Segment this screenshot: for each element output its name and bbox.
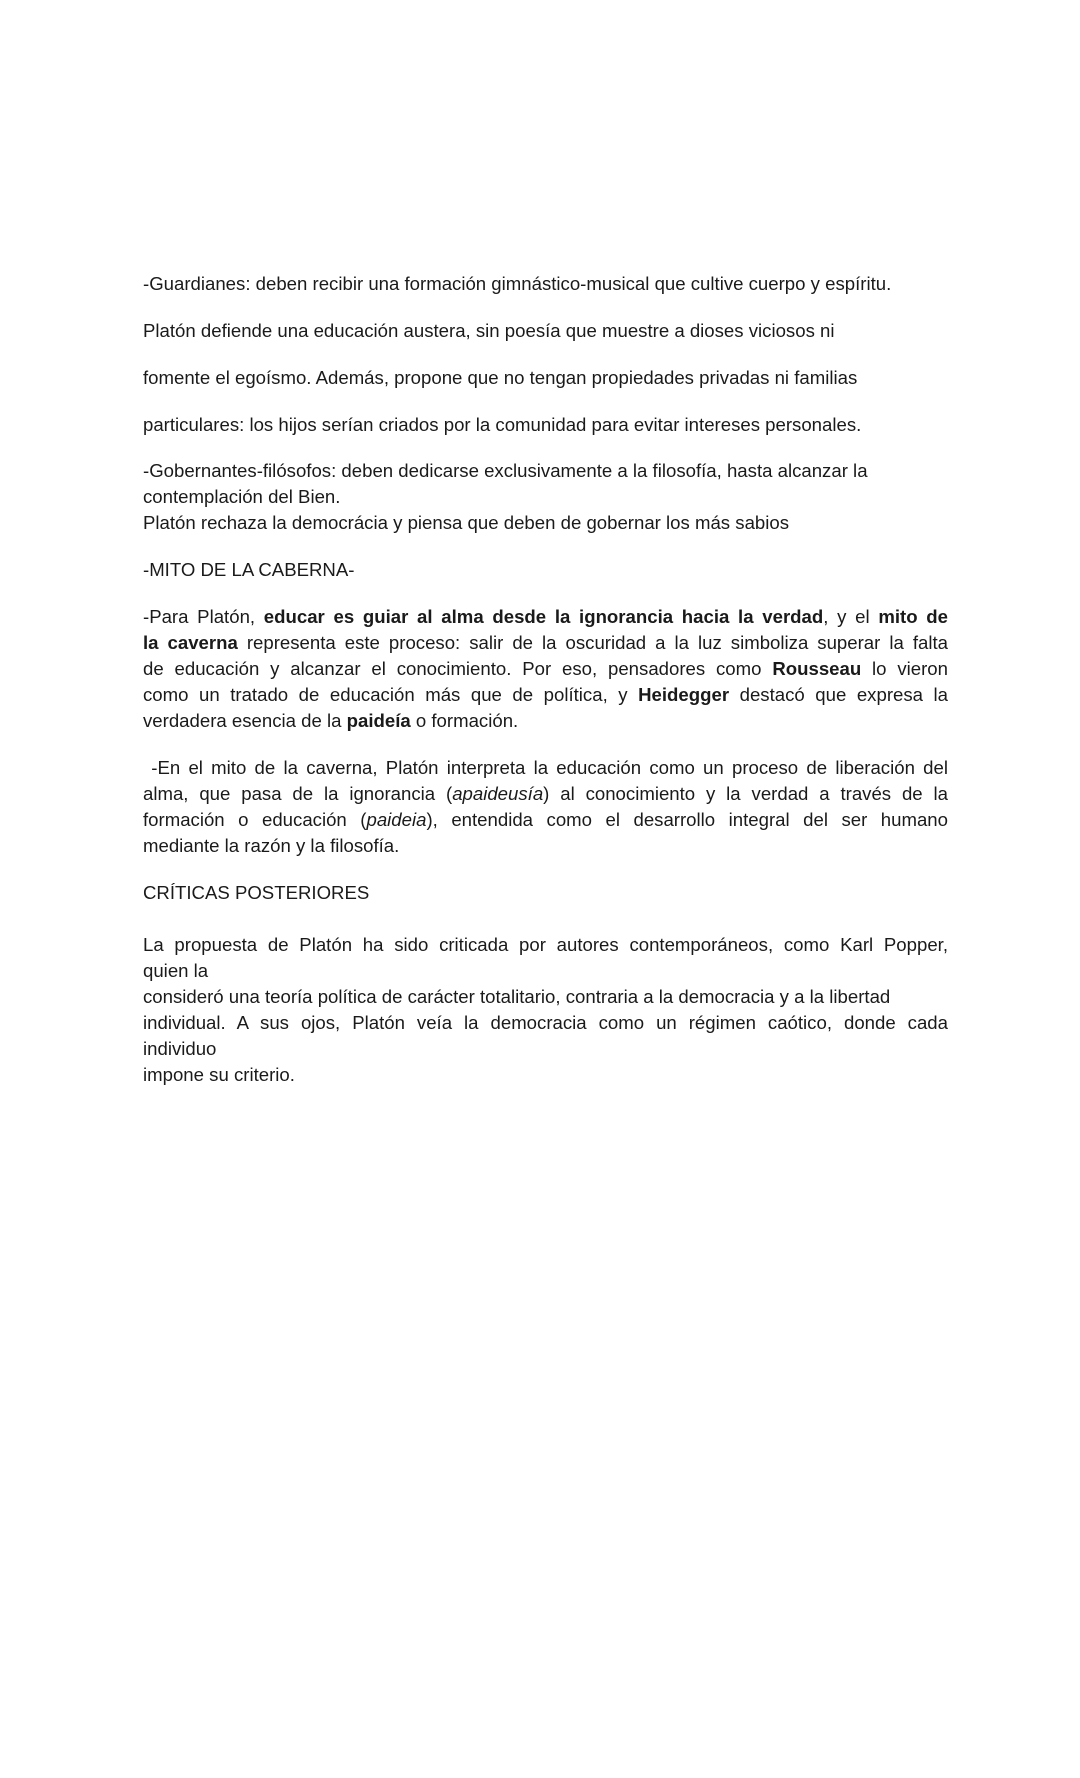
text-span: representa este proceso: salir de la oscuridad a la luz simboliza superar la falta [237, 632, 948, 653]
criticas-line-4: individual. A sus ojos, Platón veía la democracia como un régimen caótico, donde cada [143, 1012, 948, 1033]
mito-p2-line-2 [143, 781, 948, 807]
document-body [143, 271, 948, 1088]
text-span: -Para Platón, [143, 606, 264, 627]
text-span: ) al conocimiento y la verdad a través de la [543, 783, 948, 804]
mito-paragraph-2 [143, 755, 948, 859]
text-span: lo vieron [861, 658, 948, 679]
mito-p2-line-3 [143, 807, 948, 833]
mito-p1-line-3 [143, 656, 948, 682]
guardianes-line-2: Platón defiende una educación austera, sin poesía que muestre a dioses viciosos ni [143, 320, 835, 341]
guardianes-section [143, 271, 948, 438]
criticas-line-6: impone su criterio. [143, 1064, 295, 1085]
mito-p1-line-4 [143, 682, 948, 708]
criticas-line-2: quien la [143, 960, 209, 981]
bold-span: Heidegger [638, 684, 730, 705]
bold-span: educar es guiar al alma desde la ignorancia hacia la verdad [263, 606, 824, 627]
criticas-heading: CRÍTICAS POSTERIORES [143, 882, 370, 903]
italic-span: paideia [366, 809, 427, 830]
guardianes-line-1: -Guardianes: deben recibir una formación gimnástico-musical que cultive cuerpo y espíritu. [143, 273, 892, 294]
mito-p2-line-4: mediante la razón y la filosofía. [143, 835, 400, 856]
text-span: como un tratado de educación más que de política, y [143, 684, 639, 705]
gobernantes-line-1: -Gobernantes-filósofos: deben dedicarse exclusivamente a la filosofía, hasta alcanzar la [143, 460, 868, 481]
text-span: ), entendida como el desarrollo integral del ser humano [426, 809, 948, 830]
mito-p1-line-5 [143, 708, 948, 734]
guardianes-line-3: fomente el egoísmo. Además, propone que no tengan propiedades privadas ni familias [143, 367, 858, 388]
text-span: alma, que pasa de la ignorancia ( [143, 783, 453, 804]
mito-heading: -MITO DE LA CABERNA- [143, 559, 355, 580]
text-span: , y el [823, 606, 879, 627]
text-span: destacó que expresa la [729, 684, 948, 705]
criticas-line-3: consideró una teoría política de carácter totalitario, contraria a la democracia y a la libertad [143, 986, 891, 1007]
bold-span: paideía [346, 710, 411, 731]
bold-span: la caverna [143, 632, 238, 653]
mito-p1-line-2 [143, 630, 948, 656]
mito-p1-line-1 [143, 604, 948, 630]
text-span: verdadera esencia de la [143, 710, 347, 731]
criticas-line-1: La propuesta de Platón ha sido criticada por autores contemporáneos, como Karl Popper, [143, 934, 948, 955]
bold-span: Rousseau [772, 658, 862, 679]
mito-paragraph-1 [143, 604, 948, 734]
gobernantes-line-3: Platón rechaza la democrácia y piensa que deben de gobernar los más sabios [143, 512, 790, 533]
criticas-line-5: individuo [143, 1038, 217, 1059]
gobernantes-line-2: contemplación del Bien. [143, 486, 341, 507]
gobernantes-section [143, 458, 948, 536]
mito-p2-line-1: -En el mito de la caverna, Platón interpreta la educación como un proceso de liberación del [143, 757, 948, 778]
bold-span: mito de [878, 606, 949, 627]
text-span: formación o educación ( [143, 809, 367, 830]
guardianes-line-4: particulares: los hijos serían criados por la comunidad para evitar intereses personales. [143, 414, 862, 435]
text-span: o formación. [410, 710, 519, 731]
text-span: de educación y alcanzar el conocimiento. Por eso, pensadores como [143, 658, 773, 679]
italic-span: apaideusía [452, 783, 544, 804]
criticas-paragraph [143, 932, 948, 1088]
